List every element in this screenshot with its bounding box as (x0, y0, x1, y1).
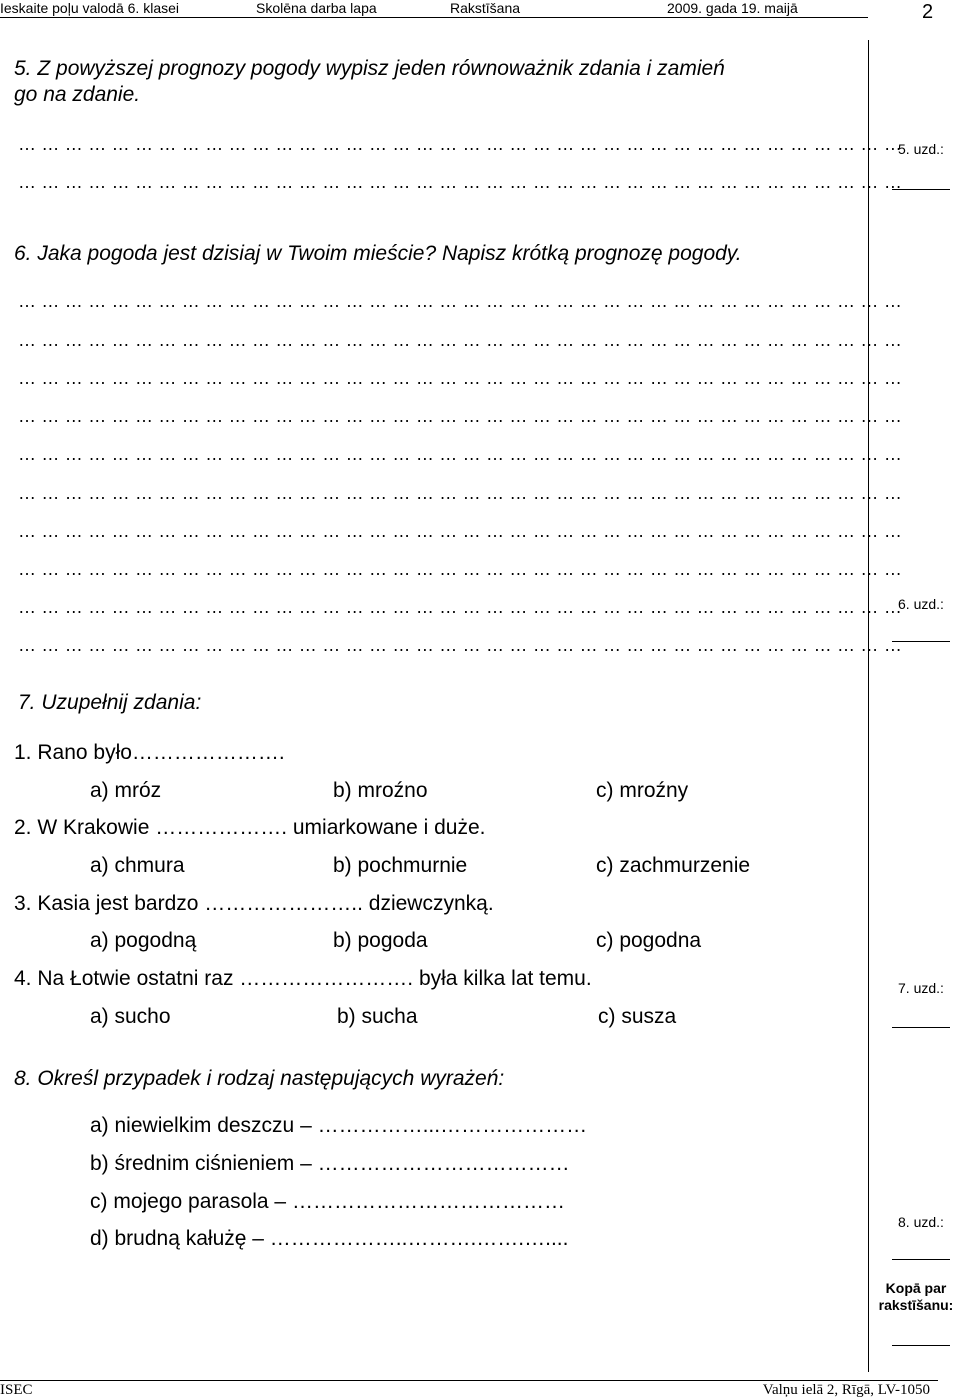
task6-answer-line[interactable]: … … … … … … … … … … … … … … … … … … … … … … … … … … … … … … … … … … … … … … (18, 406, 903, 426)
task7-sentence-3: 3. Kasia jest bardzo ………………….. dziewczynką. (14, 892, 494, 915)
task7-option-2a[interactable]: a) chmura (90, 854, 185, 877)
header-worksheet: Skolēna darba lapa (256, 0, 377, 16)
task7-option-1b[interactable]: b) mroźno (333, 779, 428, 802)
task7-option-3b[interactable]: b) pogoda (333, 929, 428, 952)
task6-answer-line[interactable]: … … … … … … … … … … … … … … … … … … … … … … … … … … … … … … … … … … … … … … (18, 291, 903, 311)
task8-score-field[interactable] (892, 1259, 950, 1260)
task7-option-2b[interactable]: b) pochmurnie (333, 854, 468, 877)
task7-option-1c[interactable]: c) mroźny (596, 779, 689, 802)
total-label-line1: Kopā par (885, 1280, 947, 1296)
task7-option-4a[interactable]: a) sucho (90, 1005, 171, 1028)
total-label-line2: rakstīšanu: (878, 1297, 954, 1313)
task8-item-b[interactable]: b) średnim ciśnieniem – ……………………………… (90, 1152, 570, 1175)
task6-title: 6. Jaka pogoda jest dzisiaj w Twoim mieście? Napisz krótką prognozę pogody. (14, 242, 742, 265)
task5-answer-line[interactable]: … … … … … … … … … … … … … … … … … … … … … … … … … … … … … … … … … … … … … … (18, 134, 903, 154)
task7-option-3c[interactable]: c) pogodna (596, 929, 702, 952)
margin-divider (868, 40, 869, 1372)
task6-answer-line[interactable]: … … … … … … … … … … … … … … … … … … … … … … … … … … … … … … … … … … … … … … (18, 521, 903, 541)
task6-score-label: 6. uzd.: (898, 596, 944, 612)
task8-item-a[interactable]: a) niewielkim deszczu – ……………...………………… (90, 1114, 588, 1137)
task6-answer-line[interactable]: … … … … … … … … … … … … … … … … … … … … … … … … … … … … … … … … … … … … … … (18, 330, 903, 350)
task7-score-field[interactable] (892, 1027, 950, 1028)
footer-address: Valņu ielā 2, Rīgā, LV-1050 (762, 1382, 930, 1398)
task7-sentence-1: 1. Rano było…………………. (14, 741, 285, 764)
task8-item-d[interactable]: d) brudną kałużę – ………………..……….…….….... (90, 1227, 569, 1250)
task7-option-4c[interactable]: c) susza (598, 1005, 677, 1028)
task7-sentence-4: 4. Na Łotwie ostatni raz ……………………. była kilka lat temu. (14, 967, 592, 990)
task5-title-line2: go na zdanie. (14, 83, 141, 106)
header-exam-title: Ieskaite poļu valodā 6. klasei (0, 0, 179, 16)
header-divider (0, 17, 868, 18)
task5-score-label: 5. uzd.: (898, 141, 944, 157)
task7-score-label: 7. uzd.: (898, 980, 944, 996)
task7-option-4b[interactable]: b) sucha (337, 1005, 418, 1028)
task7-title: 7. Uzupełnij zdania: (18, 691, 202, 714)
task6-answer-line[interactable]: … … … … … … … … … … … … … … … … … … … … … … … … … … … … … … … … … … … … … … (18, 444, 903, 464)
task6-answer-line[interactable]: … … … … … … … … … … … … … … … … … … … … … … … … … … … … … … … … … … … … … … (18, 483, 903, 503)
task7-option-2c[interactable]: c) zachmurzenie (596, 854, 751, 877)
page-header (0, 0, 938, 23)
task7-sentence-2: 2. W Krakowie ………………. umiarkowane i duże. (14, 816, 486, 839)
task5-score-field[interactable] (892, 189, 950, 190)
task8-item-c[interactable]: c) mojego parasola – ………………………………… (90, 1190, 565, 1213)
task8-title: 8. Określ przypadek i rodzaj następujących wyrażeń: (14, 1067, 505, 1090)
task8-score-label: 8. uzd.: (898, 1214, 944, 1230)
header-section: Rakstīšana (450, 0, 521, 16)
task6-answer-line[interactable]: … … … … … … … … … … … … … … … … … … … … … … … … … … … … … … … … … … … … … … (18, 559, 903, 579)
task5-answer-line[interactable]: … … … … … … … … … … … … … … … … … … … … … … … … … … … … … … … … … … … … … … (18, 172, 903, 192)
footer-organization: ISEC (0, 1382, 33, 1398)
task6-answer-line[interactable]: … … … … … … … … … … … … … … … … … … … … … … … … … … … … … … … … … … … … … … (18, 597, 903, 617)
task7-option-1a[interactable]: a) mróz (90, 779, 162, 802)
total-score-field[interactable] (892, 1345, 950, 1346)
task7-option-3a[interactable]: a) pogodną (90, 929, 197, 952)
task5-title-line1: 5. Z powyższej prognozy pogody wypisz jeden równoważnik zdania i zamień (14, 57, 725, 80)
task6-answer-line[interactable]: … … … … … … … … … … … … … … … … … … … … … … … … … … … … … … … … … … … … … … (18, 635, 903, 655)
header-date: 2009. gada 19. maijā (667, 0, 798, 16)
task6-answer-line[interactable]: … … … … … … … … … … … … … … … … … … … … … … … … … … … … … … … … … … … … … … (18, 368, 903, 388)
page-number: 2 (922, 1, 934, 23)
task6-score-field[interactable] (892, 641, 950, 642)
footer-divider (0, 1380, 938, 1381)
